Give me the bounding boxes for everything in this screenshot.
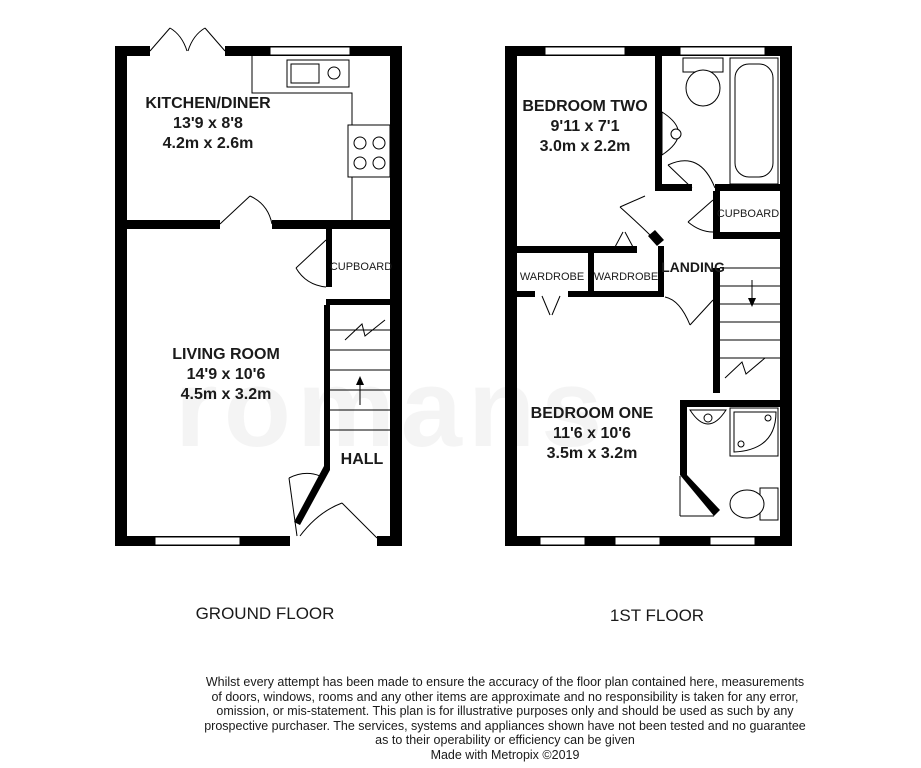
gf-living-window (155, 537, 240, 545)
gf-partition-right (272, 220, 402, 229)
living-room-label: LIVING ROOM (172, 346, 280, 363)
wardrobe-label-1: WARDROBE (519, 271, 585, 283)
gf-north-wall-left (115, 46, 150, 56)
ff-bathroom-window (680, 47, 765, 55)
living-room-metric: 4.5m x 3.2m (180, 386, 272, 403)
ff-ensuite-window (710, 537, 755, 545)
bedroom-one-metric: 3.5m x 3.2m (546, 445, 638, 462)
toilet-icon (683, 58, 723, 106)
kitchen-metric: 4.2m x 2.6m (162, 135, 254, 152)
ff-bathroom-wall (655, 56, 662, 191)
hob (348, 125, 390, 177)
landing-label: LANDING (661, 259, 725, 275)
gf-hall-wall (294, 455, 330, 525)
wardrobe-label-2: WARDROBE (593, 271, 659, 283)
disclaimer-line: of doors, windows, rooms and any other items are approximate and no responsibility is taken for any error, (211, 689, 799, 704)
gf-french-doors (150, 28, 225, 51)
disclaimer (190, 675, 820, 762)
gf-front-door (342, 503, 377, 538)
gf-kitchen-window (270, 47, 350, 55)
gf-kitchen-door (220, 196, 250, 224)
ff-bed-two-south-wall (517, 246, 637, 253)
ff-ensuite (680, 400, 792, 520)
metropix-credit: Made with Metropix ©2019 (430, 747, 580, 762)
bath (730, 58, 778, 184)
bedroom-one-imperial: 11'6 x 10'6 (553, 425, 631, 442)
disclaimer-line: prospective purchaser. The services, systems and appliances shown have not been tested and no guarantee (204, 718, 806, 733)
disclaimer-line: omission, or mis-statement. This plan is for illustrative purposes only and should be used as such by any (216, 704, 794, 718)
ff-angled-wall (648, 230, 664, 246)
gf-partition-left (115, 220, 220, 229)
ff-stairs (713, 268, 780, 393)
ground-floor-label: GROUND FLOOR (195, 604, 335, 623)
bedroom-one-label: BEDROOM ONE (530, 405, 654, 422)
kitchen-label: KITCHEN/DINER (145, 95, 271, 112)
disclaimer-line: as to their operability or efficiency can be given (375, 733, 635, 747)
ff-bed-two-window (545, 47, 625, 55)
living-room-imperial: 14'9 x 10'6 (186, 366, 266, 383)
basin-icon (662, 112, 681, 155)
gf-kitchen-worktop (252, 56, 390, 220)
ground-floor-plan (115, 28, 402, 623)
ff-bed-one-window-2 (615, 537, 660, 545)
gf-south-wall-right (377, 536, 402, 546)
first-floor-label: 1ST FLOOR (609, 606, 705, 625)
ff-west-wall (505, 46, 517, 546)
ensuite-toilet-icon (730, 490, 764, 518)
gf-stairs (324, 305, 390, 455)
ff-bed-one-window-1 (540, 537, 585, 545)
kitchen-imperial: 13'9 x 8'8 (173, 115, 243, 132)
gf-east-wall (390, 46, 402, 546)
gf-cupboard-label: CUPBOARD (329, 261, 393, 273)
bedroom-two-imperial: 9'11 x 7'1 (550, 118, 620, 135)
bedroom-two-metric: 3.0m x 2.2m (539, 138, 631, 155)
disclaimer-line: Whilst every attempt has been made to ensure the accuracy of the floor plan contained here, measurements (205, 675, 805, 689)
hall-label: HALL (340, 451, 384, 468)
gf-west-wall (115, 46, 127, 546)
ff-cupboard-label: CUPBOARD (716, 208, 780, 220)
first-floor-plan (505, 46, 792, 625)
ff-east-wall (780, 46, 792, 546)
bedroom-two-label: BEDROOM TWO (522, 98, 648, 115)
